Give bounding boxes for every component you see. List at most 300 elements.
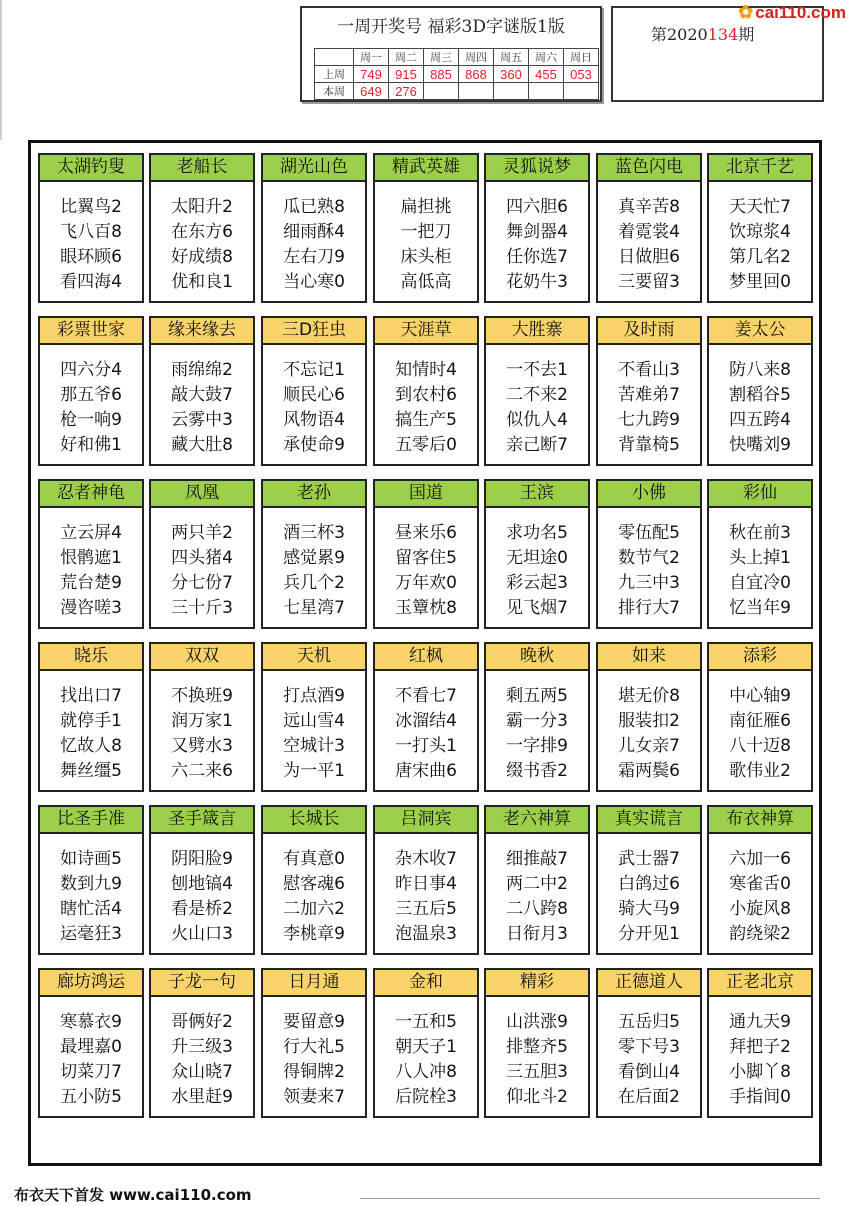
card-title: 老孙 [263,481,365,508]
puzzle-card [373,805,479,955]
day-header: 周四 [459,49,494,66]
clue-line: 泡温泉3 [395,924,457,944]
clue-line: 就停手1 [60,711,122,731]
clue-line: 苦难弟7 [618,385,680,405]
card-title: 小佛 [598,481,700,508]
clue-line: 白鸽过6 [618,874,680,894]
draw-number: 053 [564,66,599,83]
clue-line: 三五后5 [395,899,457,919]
puzzle-card [707,316,813,466]
draw-number [494,83,529,100]
card-body [486,358,588,458]
puzzle-card [707,968,813,1118]
table-row [315,83,599,100]
clue-line: 一五和5 [395,1012,457,1032]
card-body [709,684,811,784]
clue-line: 后院栓3 [395,1087,457,1107]
clue-line: 韵绕梁2 [729,924,791,944]
card-body [709,521,811,621]
clue-line: 众山晓7 [171,1062,233,1082]
clue-line: 一打头1 [395,736,457,756]
clue-line: 三十斤3 [171,598,233,618]
clue-line: 玉簟枕8 [395,598,457,618]
card-title: 添彩 [709,644,811,671]
margin-line [0,0,2,140]
card-body [151,847,253,947]
card-body [40,1010,142,1110]
card-body [263,847,365,947]
clue-line: 昨日事4 [395,874,457,894]
card-body [263,521,365,621]
clue-line: 分开见1 [618,924,680,944]
puzzle-card [484,805,590,955]
clue-line: 无坦途0 [506,548,568,568]
clue-line: 好成绩8 [171,247,233,267]
clue-line: 承使命9 [283,435,345,455]
draw-number: 749 [354,66,389,83]
clue-line: 最埋嘉0 [60,1037,122,1057]
clue-line: 雨绵绵2 [171,360,233,380]
clue-line: 四头猪4 [171,548,233,568]
puzzle-card [261,968,367,1118]
clue-line: 哥俩好2 [171,1012,233,1032]
card-title: 比圣手准 [40,807,142,834]
clue-line: 升三级3 [171,1037,233,1057]
card-title: 姜太公 [709,318,811,345]
clue-line: 亲己断7 [506,435,568,455]
puzzle-card [38,479,144,629]
clue-line: 看四海4 [60,272,122,292]
card-body [375,195,477,295]
clue-line: 扁担挑 [400,197,452,217]
draw-number: 885 [424,66,459,83]
card-title: 及时雨 [598,318,700,345]
clue-line: 有真意0 [283,849,345,869]
card-title: 彩票世家 [40,318,142,345]
clue-line: 分七份7 [171,573,233,593]
clue-line: 四六分4 [60,360,122,380]
draw-number [529,83,564,100]
card-title: 凤凰 [151,481,253,508]
puzzle-card [261,479,367,629]
card-title: 天机 [263,644,365,671]
clue-line: 儿女亲7 [618,736,680,756]
puzzle-card [38,642,144,792]
card-body [375,521,477,621]
clue-line: 敲大鼓7 [171,385,233,405]
card-body [40,684,142,784]
clue-line: 要留意9 [283,1012,345,1032]
clue-line: 天天忙7 [729,197,791,217]
clue-line: 骑大马9 [618,899,680,919]
card-body [598,1010,700,1110]
card-title: 圣手箴言 [151,807,253,834]
card-body [151,195,253,295]
draw-number: 455 [529,66,564,83]
clue-line: 云雾中3 [171,410,233,430]
clue-line: 比翼鸟2 [60,197,122,217]
card-title: 老六神算 [486,807,588,834]
clue-line: 高低高 [400,272,452,292]
clue-line: 细推敲7 [506,849,568,869]
draw-number: 276 [389,83,424,100]
day-header: 周六 [529,49,564,66]
clue-line: 不忘记1 [283,360,345,380]
clue-line: 两二中2 [506,874,568,894]
clue-line: 零伍配5 [618,523,680,543]
card-body [375,684,477,784]
clue-line: 留客住5 [395,548,457,568]
clue-line: 那五爷6 [60,385,122,405]
clue-line: 忆故人8 [60,736,122,756]
clue-line: 中心轴9 [729,686,791,706]
clue-line: 头上掉1 [729,548,791,568]
card-title: 晓乐 [40,644,142,671]
card-body [375,847,477,947]
clue-line: 水里赶9 [171,1087,233,1107]
puzzle-card [596,642,702,792]
clue-line: 不换班9 [171,686,233,706]
draw-number [424,83,459,100]
weekly-draw-panel [300,6,602,102]
clue-line: 防八来8 [729,360,791,380]
clue-line: 冰溜结4 [395,711,457,731]
clue-line: 为一平1 [283,761,345,781]
puzzle-card [149,805,255,955]
clue-line: 缀书香2 [506,761,568,781]
clue-line: 小脚丫8 [729,1062,791,1082]
card-body [598,358,700,458]
clue-line: 空城计3 [283,736,345,756]
card-title: 蓝色闪电 [598,155,700,182]
clue-line: 枪一响9 [60,410,122,430]
clue-line: 数节气2 [618,548,680,568]
puzzle-card [149,968,255,1118]
clue-line: 到农村6 [395,385,457,405]
card-body [375,1010,477,1110]
puzzle-card [149,316,255,466]
day-header: 周五 [494,49,529,66]
clue-line: 六二来6 [171,761,233,781]
card-body [40,521,142,621]
clue-line: 行大礼5 [283,1037,345,1057]
clue-line: 第几名2 [729,247,791,267]
card-body [486,1010,588,1110]
card-title: 三D狂虫 [263,318,365,345]
clue-line: 彩云起3 [506,573,568,593]
clue-line: 朝天子1 [395,1037,457,1057]
clue-line: 在后面2 [618,1087,680,1107]
clue-line: 眼环顾6 [60,247,122,267]
clue-line: 昼来乐6 [395,523,457,543]
puzzle-card [373,968,479,1118]
day-header: 周二 [389,49,424,66]
clue-line: 霸一分3 [506,711,568,731]
puzzle-card [149,642,255,792]
clue-line: 床头柜 [400,247,452,267]
clue-line: 找出口7 [60,686,122,706]
clue-line: 不看山3 [618,360,680,380]
clue-line: 立云屏4 [60,523,122,543]
card-body [486,521,588,621]
clue-line: 似仇人4 [506,410,568,430]
clue-line: 七星湾7 [283,598,345,618]
puzzle-card [596,316,702,466]
clue-line: 太阳升2 [171,197,233,217]
clue-line: 远山雪4 [283,711,345,731]
clue-line: 二不来2 [506,385,568,405]
clue-line: 背靠椅5 [618,435,680,455]
clue-line: 二八跨8 [506,899,568,919]
puzzle-card [484,479,590,629]
draw-number: 915 [389,66,424,83]
page-title: 一周开奖号 福彩3D字谜版1版 [337,17,565,37]
clue-line: 日做胆6 [618,247,680,267]
puzzle-card [373,642,479,792]
clue-line: 剩五两5 [506,686,568,706]
clue-line: 数到九9 [60,874,122,894]
card-body [486,684,588,784]
draw-number [459,83,494,100]
table-row [315,66,599,83]
card-body [598,521,700,621]
card-body [263,1010,365,1110]
clue-line: 细雨酥4 [283,222,345,242]
clue-line: 自宜冷0 [729,573,791,593]
puzzle-card [261,316,367,466]
logo-mark-icon: ✿ [738,2,754,22]
clue-line: 割稻谷5 [729,385,791,405]
clue-line: 六加一6 [729,849,791,869]
clue-line: 瞎忙活4 [60,899,122,919]
clue-line: 堪无价8 [618,686,680,706]
card-title: 金和 [375,970,477,997]
clue-line: 万年欢0 [395,573,457,593]
clue-line: 排整齐5 [506,1037,568,1057]
puzzle-card [707,153,813,303]
draw-number [564,83,599,100]
card-body [709,358,811,458]
clue-line: 任你选7 [506,247,568,267]
clue-line: 瓜已熟8 [283,197,345,217]
puzzle-card [149,479,255,629]
clue-line: 小旋风8 [729,899,791,919]
clue-line: 武士器7 [618,849,680,869]
clue-line: 得铜牌2 [283,1062,345,1082]
clue-line: 饮琼浆4 [729,222,791,242]
clue-line: 刨地镐4 [171,874,233,894]
clue-line: 好和佛1 [60,435,122,455]
card-body [263,684,365,784]
day-header: 周日 [564,49,599,66]
clue-line: 五零后0 [395,435,457,455]
card-title: 长城长 [263,807,365,834]
clue-line: 酒三杯3 [283,523,345,543]
card-title: 双双 [151,644,253,671]
clue-line: 八人冲8 [395,1062,457,1082]
puzzle-card [373,316,479,466]
card-body [486,195,588,295]
card-title: 布衣神算 [709,807,811,834]
clue-line: 杂木收7 [395,849,457,869]
clue-line: 寒雀舌0 [729,874,791,894]
clue-line: 切菜刀7 [60,1062,122,1082]
clue-line: 风物语4 [283,410,345,430]
card-title: 彩仙 [709,481,811,508]
card-title: 廊坊鸿运 [40,970,142,997]
clue-line: 如诗画5 [60,849,122,869]
clue-line: 打点酒9 [283,686,345,706]
clue-line: 排行大7 [618,598,680,618]
clue-line: 五岳归5 [618,1012,680,1032]
clue-line: 八十迈8 [729,736,791,756]
clue-line: 看倒山4 [618,1062,680,1082]
puzzle-card [261,805,367,955]
clue-line: 两只羊2 [171,523,233,543]
card-body [151,358,253,458]
clue-line: 不看七7 [395,686,457,706]
clue-line: 藏大肚8 [171,435,233,455]
card-title: 正德道人 [598,970,700,997]
card-body [486,847,588,947]
card-body [40,358,142,458]
card-body [598,847,700,947]
clue-line: 求功名5 [506,523,568,543]
clue-line: 一不去1 [506,360,568,380]
clue-line: 二加六2 [283,899,345,919]
clue-line: 火山口3 [171,924,233,944]
puzzle-card [707,479,813,629]
card-title: 国道 [375,481,477,508]
card-title: 忍者神龟 [40,481,142,508]
draw-number: 868 [459,66,494,83]
clue-line: 当心寒0 [283,272,345,292]
clue-line: 恨鹘遮1 [60,548,122,568]
clue-line: 兵几个2 [283,573,345,593]
puzzle-card [484,316,590,466]
puzzle-card [38,316,144,466]
clue-line: 日衔月3 [506,924,568,944]
puzzle-card [484,968,590,1118]
card-title: 天涯草 [375,318,477,345]
clue-line: 又劈水3 [171,736,233,756]
card-body [709,1010,811,1110]
clue-line: 四六胆6 [506,197,568,217]
clue-line: 唐宋曲6 [395,761,457,781]
clue-line: 山洪涨9 [506,1012,568,1032]
clue-line: 感觉累9 [283,548,345,568]
clue-line: 运毫狂3 [60,924,122,944]
card-title: 真实谎言 [598,807,700,834]
clue-line: 慰客魂6 [283,874,345,894]
card-body [151,1010,253,1110]
site-logo[interactable]: ✿ cai110.com [738,2,846,22]
clue-line: 优和良1 [171,272,233,292]
clue-line: 梦里回0 [729,272,791,292]
row-label: 本周 [315,83,354,100]
footer-text: 布衣天下首发 www.cai110.com [14,1186,252,1204]
card-title: 正老北京 [709,970,811,997]
clue-line: 润万家1 [171,711,233,731]
clue-line: 三五胆3 [506,1062,568,1082]
clue-line: 手指间0 [729,1087,791,1107]
card-title: 晚秋 [486,644,588,671]
card-title: 老船长 [151,155,253,182]
card-title: 精武英雄 [375,155,477,182]
clue-line: 歌伟业2 [729,761,791,781]
card-title: 子龙一句 [151,970,253,997]
card-body [151,521,253,621]
puzzle-card [38,153,144,303]
card-body [263,195,365,295]
card-title: 北京千艺 [709,155,811,182]
puzzle-card [484,153,590,303]
puzzle-card [38,805,144,955]
clue-line: 寒慕衣9 [60,1012,122,1032]
puzzle-card [596,153,702,303]
clue-line: 看是桥2 [171,899,233,919]
clue-line: 拜把子2 [729,1037,791,1057]
puzzle-grid [28,140,822,1166]
puzzle-card [596,805,702,955]
card-title: 如来 [598,644,700,671]
puzzle-card [596,479,702,629]
clue-line: 霜两鬓6 [618,761,680,781]
clue-line: 漫咨嗟3 [60,598,122,618]
clue-line: 真辛苦8 [618,197,680,217]
card-title: 大胜寨 [486,318,588,345]
clue-line: 忆当年9 [729,598,791,618]
clue-line: 李桃章9 [283,924,345,944]
card-body [709,847,811,947]
puzzle-card [707,642,813,792]
draw-number: 360 [494,66,529,83]
day-header: 周一 [354,49,389,66]
clue-line: 荒台楚9 [60,573,122,593]
puzzle-card [261,153,367,303]
clue-line: 三要留3 [618,272,680,292]
clue-line: 零下号3 [618,1037,680,1057]
card-title: 太湖钓叟 [40,155,142,182]
clue-line: 仰北斗2 [506,1087,568,1107]
clue-line: 通九天9 [729,1012,791,1032]
clue-line: 七九跨9 [618,410,680,430]
clue-line: 一把刀 [400,222,452,242]
puzzle-card [261,642,367,792]
clue-line: 舞丝缰5 [60,761,122,781]
clue-line: 搞生产5 [395,410,457,430]
card-body [709,195,811,295]
issue-number: 第2020134期 [651,25,755,44]
clue-line: 南征雁6 [729,711,791,731]
clue-line: 秋在前3 [729,523,791,543]
day-header: 周三 [424,49,459,66]
clue-line: 舞剑器4 [506,222,568,242]
card-title: 吕洞宾 [375,807,477,834]
draw-results-table [314,48,599,100]
puzzle-card [38,968,144,1118]
card-body [263,358,365,458]
card-title: 精彩 [486,970,588,997]
clue-line: 知情时4 [395,360,457,380]
clue-line: 顺民心6 [283,385,345,405]
clue-line: 在东方6 [171,222,233,242]
puzzle-card [484,642,590,792]
clue-line: 领妻来7 [283,1087,345,1107]
clue-line: 四五跨4 [729,410,791,430]
draw-number: 649 [354,83,389,100]
puzzle-card [596,968,702,1118]
